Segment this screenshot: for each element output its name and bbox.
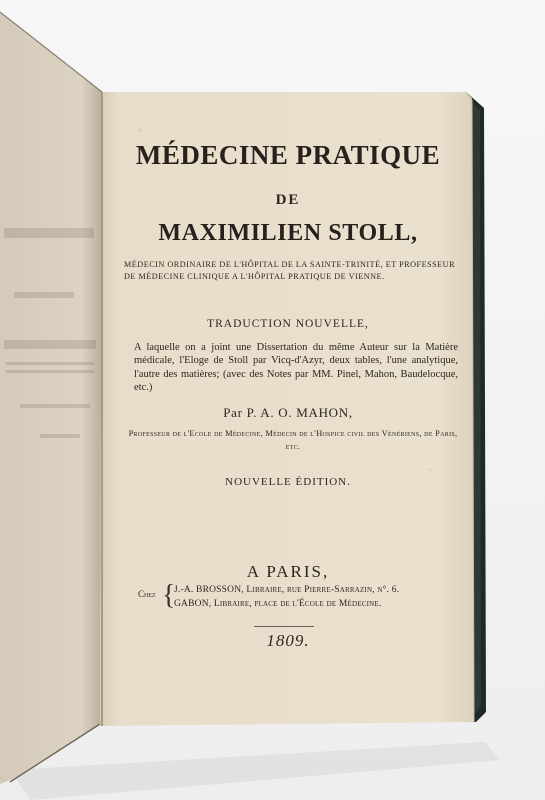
translator-description: Professeur de l'Ecole de Médecine, Médecin de l'Hospice civil des Vénériens, de Paris, etc. [128,429,458,451]
author-description: MÉDECIN ORDINAIRE DE L'HÔPITAL DE LA SAINTE-TRINITÉ, ET PROFESSEUR DE MÉDECINE CLINIQUE A L'HÔPITAL PRATIQUE DE VIENNE. [124,260,456,281]
divider-rule [254,626,314,627]
publication-year: 1809. [266,631,310,650]
publisher-line: J.-A. BROSSON, Libraire, rue Pierre-Sarrazin, n°. 6. [174,585,400,595]
edition-line: NOUVELLE ÉDITION. [225,476,351,488]
publisher-label: Chez [138,589,156,599]
translation-line: TRADUCTION NOUVELLE, [207,318,369,330]
title-page-text [104,96,472,724]
imprint-place: A PARIS, [246,562,330,581]
left-page [0,12,102,784]
translator-byline: Par P. A. O. MAHON, [223,405,353,420]
author-name: MAXIMILIEN STOLL, [158,220,418,246]
publisher-brace: { [162,580,176,611]
book-title: MÉDECINE PRATIQUE [135,140,441,170]
title-connector: DE [275,192,301,208]
dissertation-note: A laquelle on a joint une Dissertation du même Auteur sur la Matière médicale, l'Eloge de Stoll par Vicq-d'Azyr, deux tables, l'une analytique, l'autre des matières; (avec des Notes par MM. Pinel, Mahon, Baudelocque, etc.) [134,342,458,394]
publisher-line: GABON, Libraire, place de l'École de Médecine. [174,599,382,609]
